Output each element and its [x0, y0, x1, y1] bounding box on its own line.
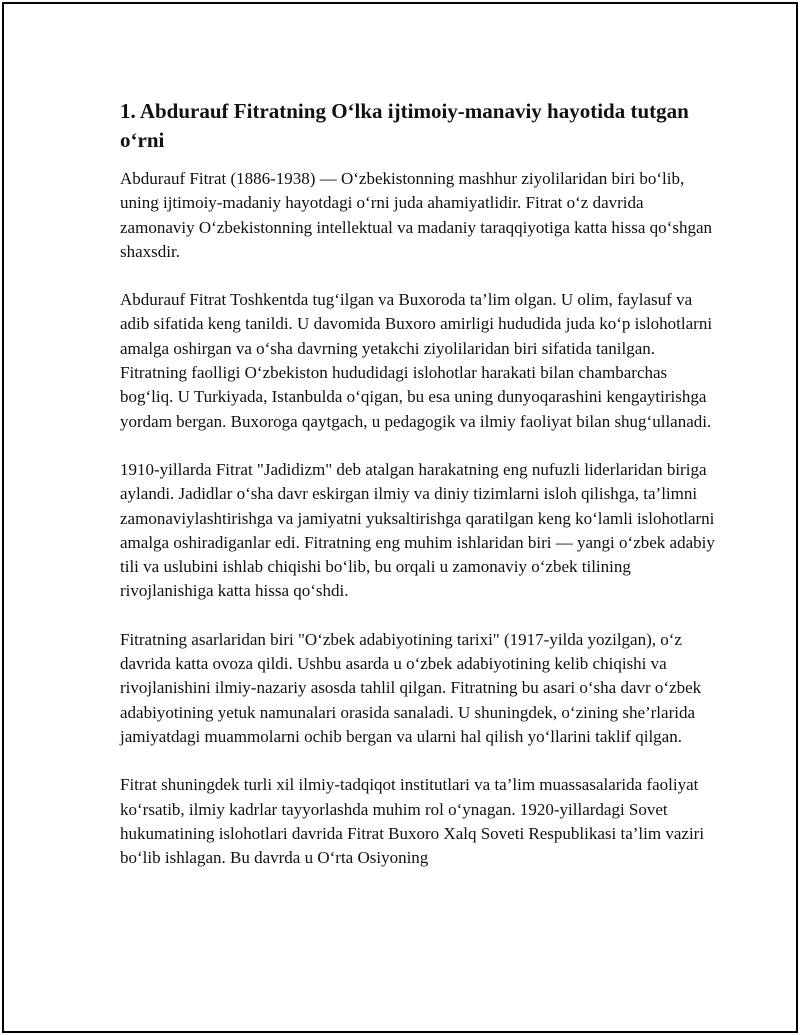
section-heading: 1. Abdurauf Fitratning O‘lka ijtimoiy-manaviy hayotida tutgan o‘rni: [120, 99, 689, 152]
document-page: [2, 2, 798, 1033]
document-body: [120, 97, 720, 894]
paragraph-biography: Abdurauf Fitrat Toshkentda tug‘ilgan va Buxoroda ta’lim olgan. U olim, faylasuf va adib sifatida keng tanildi. U davomida Buxoro amirligi hududida juda ko‘p islohotlarni amalga oshirgan va o‘sha davrning yetakchi ziyolilaridan biri sifatida tanilgan. Fitratning faolligi O‘zbekiston hududidagi islohotlar harakati bilan chambarchas bog‘liq. U Turkiyada, Istanbulda o‘qigan, bu esa uning dunyoqarashini kengaytirishga yordam bergan. Buxoroga qaytgach, u pedagogik va ilmiy faoliyat bilan shug‘ullanadi.: [120, 290, 713, 431]
paragraph-jadidism: 1910-yillarda Fitrat "Jadidizm" deb atalgan harakatning eng nufuzli liderlaridan biriga aylandi. Jadidlar o‘sha davr eskirgan ilmiy va diniy tizimlarni isloh qilishga, ta’limni zamonaviylashtirishga va jamiyatni yuksaltirishga qaratilgan keng ko‘lamli islohotlarni amalga oshiradiganlar edi. Fitratning eng muhim ishlaridan biri — yangi o‘zbek adabiy tili va uslubini ishlab chiqishi bo‘lib, bu orqali u zamonaviy o‘zbek tilining rivojlanishiga katta hissa qo‘shdi.: [120, 459, 715, 601]
paragraph-institutions: Fitrat shuningdek turli xil ilmiy-tadqiqot institutlari va ta’lim muassasalarida faoliyat ko‘rsatib, ilmiy kadrlar tayyorlashda muhim rol o‘ynagan. 1920-yillardagi Sovet hukumatining islohotlari davrida Fitrat Buxoro Xalq Soveti Respublikasi ta’lim vaziri bo‘lib ishlagan. Bu davrda u O‘rta Osiyoning: [120, 775, 705, 868]
paragraph-intro: Abdurauf Fitrat (1886-1938) — O‘zbekistonning mashhur ziyolilaridan biri bo‘lib, uning ijtimoiy-madaniy hayotdagi o‘rni juda ahamiyatlidir. Fitrat o‘z davrida zamonaviy O‘zbekistonning intellektual va madaniy taraqqiyotiga katta hissa qo‘shgan shaxsdir.: [120, 169, 713, 261]
paragraph-works: Fitratning asarlaridan biri "O‘zbek adabiyotining tarixi" (1917-yilda yozilgan), o‘z davrida katta ovoza qildi. Ushbu asarda u o‘zbek adabiyotining kelib chiqishi va rivojlanishini ilmiy-nazariy asosda tahlil qilgan. Fitratning bu asari o‘sha davr o‘zbek adabiyotining yetuk namunalari orasida sanaladi. U shuningdek, o‘zining she’rlarida jamiyatdagi muammolarni ochib bergan va ularni hal qilish yo‘llarini taklif qilgan.: [120, 629, 702, 746]
